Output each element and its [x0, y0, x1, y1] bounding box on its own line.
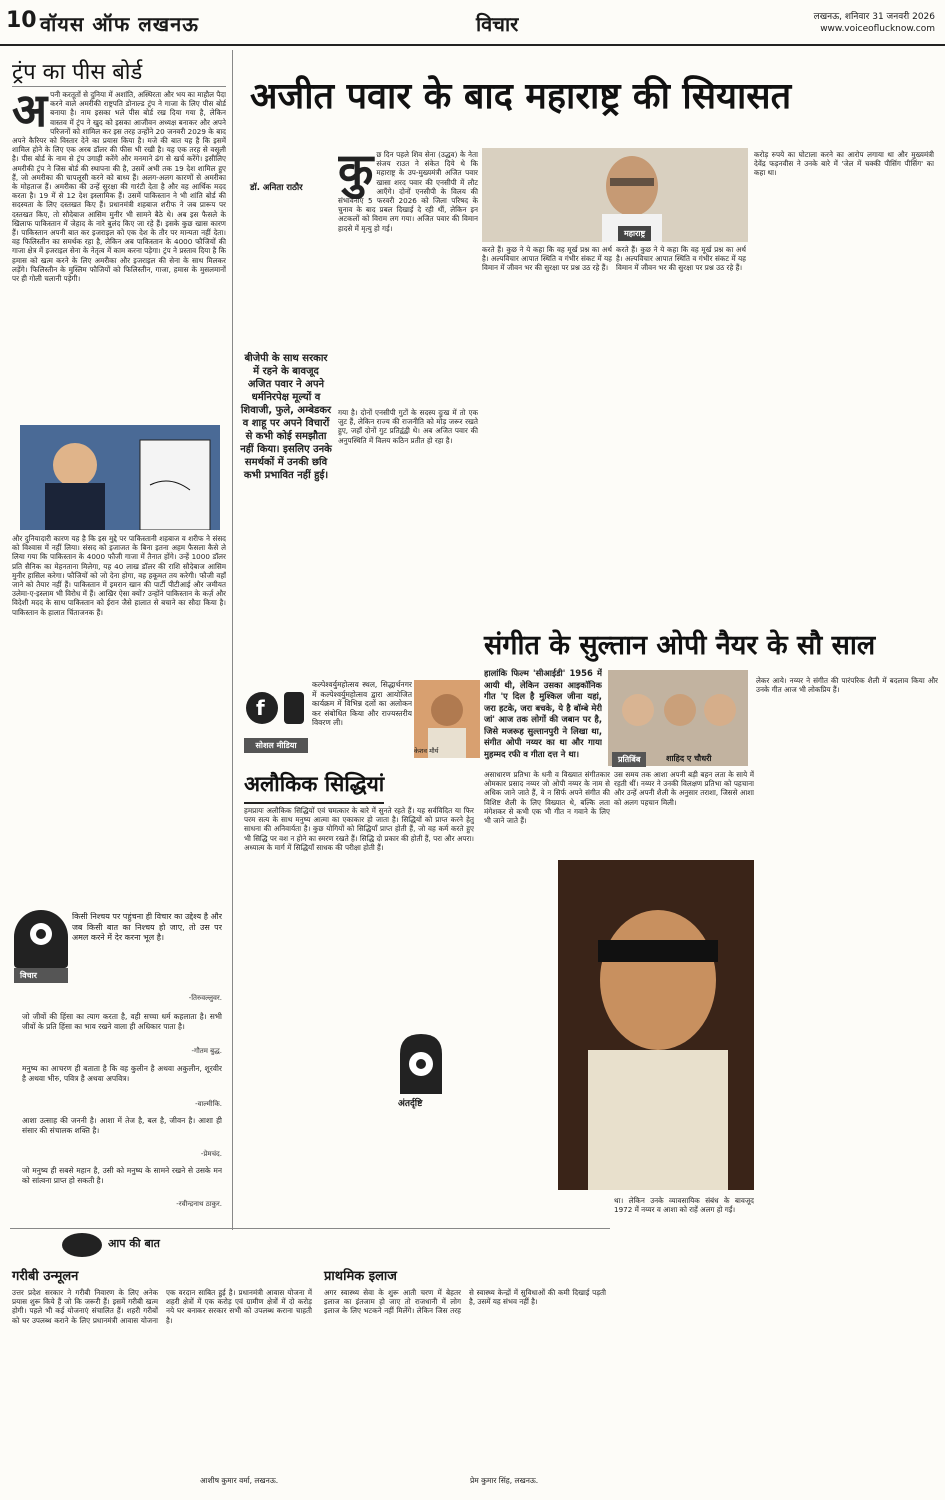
main-article-col1-text: छ दिन पहले शिव सेना (उद्धव) के नेता संजय राउत ने संकेत दिये थे कि महाराष्ट्र के उप-मुख्यमंत्री अजित पवार खासा शरद पवार की एनसीपी में लौट आएँगे। दोनों एनसीपी के विलय की संभावनाएं 5 फरवरी 2026 को जिला परिषद के चुनाव के बाद प्रबल दिखाई दे रही थीं, लेकिन इन अटकलों को विराम लग गया। अजित पवार की विमान हादसे में मृत्यु हो गई।: [338, 150, 478, 233]
alaukik-title: अलौकिक सिद्धियां: [244, 770, 384, 804]
left-article-title: ट्रंप का पीस बोर्ड: [12, 60, 143, 85]
main-dropcap: कु: [338, 150, 374, 197]
music-col2: उस समय तक आशा अपनी बड़ी बहन लता के साये में रहती थीं। नय्यर ने उनकी विलक्षण प्रतिभा को पहचाना और उन्हें अपनी शैली के अनुसार तराशा, जिससे आशा को अलग पहचान मिली।: [614, 770, 754, 807]
quote-3: आशा उत्साह की जननी है। आशा में तेज है, बल है, जीवन है। आशा ही संसार की संचालक शक्ति है।: [22, 1116, 222, 1135]
alaukik-text: हमप्रायः अलौकिक सिद्धियों एवं चमत्कार के बारे में सुनते रहते हैं। यह सर्वविदित या फिर परम सत्य के साथ मनुष्य आत्मा का एकाकार हो जाता है। सिद्धियों को प्राप्त करने हेतु साधना की अनिवार्यता है। कुछ योगियों को सिद्धियाँ प्राप्त होती हैं, जो वह कर्म करते हुए भी सिद्धि पर वश न होने का स्मरण रखते हैं। सिद्धि दो प्रकार की होती हैं, परा और अपरा। अध्यात्म के मार्ग में सिद्धियाँ साधक की परीक्षा होती हैं।: [244, 806, 474, 852]
main-article-col4: करोड़ रुपये का घोटाला करने का आरोप लगाया था और मुख्यमंत्री देवेंद्र फड़नवीस ने उनके बारे में 'जेल में चक्की पीसिंग पीसिंग' का कहा था।: [754, 150, 934, 178]
left-article-text2: और दुनियादारी कारण यह है कि इस मुद्दे पर पाकिस्तानी शहबाज व शरीफ ने संसद को विश्वास में नहीं लिया। संसद को इजाजत के बिना इतना अहम फैसला कैसे ले लिया गया कि पाकिस्तान के 4000 फौजी गाजा में तैनात होंगे। उन्हें 1000 डॉलर प्रति सैनिक का मेहनताना मिलेगा, यह 40 लाख डॉलर की राशि सौदेबाज आसिम मुनीर हासिल करेगा। फौजियों को जो देना होगा, वह हकूमत तय करेगी। फौजी वहाँ जाने को तैयार नहीं हैं। पाकिस्तान में इमरान खान की पार्टी पीटीआई और जमीयत उलेमा-ए-इस्लाम भी विरोध में हैं। आखिर ऐसा क्यों? उन्होंने पाकिस्तान के कर्ज़ और विदेशी मदद के साथ पाकिस्तान को ईरान जैसे हालात से बचाने का सौदा किया है। पाकिस्तान के हालात चिंताजनक हैं।: [12, 534, 226, 617]
left-article-text1: [12, 90, 226, 420]
divider: [12, 86, 226, 87]
section-title: विचार: [476, 12, 519, 36]
date: लखनऊ, शनिवार 31 जनवरी 2026: [813, 12, 935, 22]
letter-1-title: गरीबी उन्मूलन: [12, 1269, 79, 1284]
quote-4: जो मनुष्य ही सबसे महान है, उसी को मनुष्य के सामने रखने से उसके मन को सांत्वना प्राप्त हो सकती है।: [22, 1166, 222, 1185]
letter-1-text: उत्तर प्रदेश सरकार ने गरीबी निवारण के लिए अनेक प्रयास शुरू किये हैं जो कि जरूरी हैं। इसमें गरीबी खत्म होगी। पहले भी कई योजनाएं संचालित हैं। शहरी गरीबों को घर उपलब्ध कराने के लिए प्रधानमंत्री आवास योजना एक वरदान साबित हुई है। प्रधानमंत्री आवास योजना में शहरी क्षेत्रों में एक करोड़ एवं ग्रामीण क्षेत्रों में दो करोड़ नये घर बनाकर सरकार सभी को उपलब्ध कराना चाहती है।: [12, 1288, 312, 1325]
main-article-title: अजीत पवार के बाद महाराष्ट्र की सियासत: [250, 75, 792, 117]
letters-header: आप की बात: [108, 1237, 160, 1250]
dropcap: अ: [12, 90, 48, 137]
music-col4: था। लेकिन उनके व्यावसायिक संबंध के बावजूद 1972 में नय्यर व आशा को राहें अलग हो गईं।: [614, 1196, 754, 1215]
letter-2-title: प्राथमिक इलाज: [324, 1269, 397, 1284]
social-text: कल्पेश्वर्युमहोत्सव स्थल, सिद्धार्थनगर में कल्पेश्वर्युमहोत्सव द्वारा आयोजित कार्यक्रम में विभिन्न दलों का अलोकन कर संबोधित किया और राज्यस्तरीय विवरण ली।: [312, 680, 412, 727]
ajit-pawar-photo: [482, 148, 748, 242]
quotes-label: विचार: [14, 968, 68, 983]
photo-caption-pratibimb: प्रतिबिंब: [612, 752, 646, 767]
left-article-body1: पनी करतूतों से दुनिया में अशांति, अस्थिरता और भय का माहौल पैदा करने वाले अमरीकी राष्ट्रपति डोनाल्ड ट्रंप ने गाजा के लिए पीस बोर्ड बनाया है। नाम इसका भले पीस बोर्ड रख दिया गया है, लेकिन वास्तव में ट्रंप ने खुद को इसका आजीवन अध्यक्ष बनाकर और अपने परिजनों को शामिल कर इस तरह उन्होंने 20 जनवरी 2029 के बाद अपने कैरियर को विस्तार देने का प्रयास किया है। मजे की बात यह है कि इसमें शामिल होने के लिए एक अरब डॉलर की फीस भी रखी है। यह एक तरह से वसूली है। पीस बोर्ड के नाम से ट्रंप उगाही करेंगे और मनमाने ढंग से खर्च करेंगे। इसीलिए अमरीकी ट्रंप ने जिस बोर्ड की स्थापना की है, उसमें अभी तक 19 देश शामिल हुए हैं, जो अमरीका की चापलूसी करने को बाध्य हैं। अलग-अलग कारणों से अमरीका के मोहताज हैं। अमरीका की उन्हें सुरक्षा की गारंटी देता है और वह आर्थिक मदद करता है। 19 में से 12 देश इस्लामिक हैं। उसमें पाकिस्तान ने भी शांति बोर्ड की सदस्यता के लिए दस्तखत किए हैं। प्रधानमंत्री शहबाज शरीफ ने जब प्रारूप पर दस्तखत किए, तो सौदेबाज आसिम मुनीर भी सामने बैठे थे। अब इस फैसले के खिलाफ पाकिस्तान में जेहाद के नारे बुलंद किए जा रहे हैं। इसके कुछ खास कारण हैं। पाकिस्तान अपनी बात कर इजराइल को एक देश के तौर पर मान्यता नहीं देता। वह फिलिस्तीन का समर्थक रहा है, लेकिन अब पाकिस्तान के 4000 फौजियों की गाजा क्षेत्र में इजराइल सेना के नेतृत्व में काम करना पड़ेगा। ट्रंप ने प्रस्ताव दिया है कि हमास को खत्म करने के लिए अमरीका और इजराइल की सेना के साथ मिलकर लड़ेंगे। फिलिस्तीन के मुस्लिम फौजियों को फिलिस्तीन, गाजा, हमास के मुसलमानों पर ही गोली चलानी पड़ेगी।: [12, 90, 226, 284]
chat-icon: [60, 1232, 104, 1258]
head-icon: [14, 910, 68, 968]
letter-2-author: प्रेम कुमार सिंह, लखनऊ.: [470, 1476, 539, 1485]
page-number: 10: [6, 8, 37, 33]
trump-photo: [20, 425, 220, 530]
letter-2-text: अगर स्वास्थ्य सेवा के शुरू आती चरण में बेहतर इलाज का इंतजाम हो जाए तो राजधानी में लोग इलाज के लिए भटकने नहीं मिलेंगे। लेकिन जिस तरह से स्वास्थ्य केन्द्रों में सुविधाओं की कमी दिखाई पड़ती है, उसमें यह संभव नहीं है।: [324, 1288, 606, 1316]
dateline: [814, 11, 935, 35]
divider: [10, 1228, 610, 1229]
music-intro: हालांकि फिल्म 'सीआईडी' 1956 में आयी थी, लेकिन उसका आइकॉनिक गीत 'ए दिल है मुश्किल जीना यहां, जरा हटके, जरा बचके, ये है बॉम्बे मेरी जां' आज तक लोगों की जबान पर है, जिसे मजरूह सुल्तानपुरी ने लिखा था, संगीत ओपी नय्यर का था और गाया मुहम्मद रफी व गीता दत्त ने था।: [484, 668, 602, 759]
music-col1: असाधारण प्रतिभा के धनी व विख्यात संगीतकार ओमकार प्रसाद नय्यर जो ओपी नय्यर के नाम से अधिक जाने जाते हैं, वे न सिर्फ अपने संगीत की विशिष्ट शैली के लिए विख्यात थे, बल्कि लता मंगेशकर से कभी एक भी गीत न गवाने के लिए भी जाने जाते हैं।: [484, 770, 610, 826]
social-attribution: केशव मौर्य: [414, 747, 439, 755]
quote-1-author: -गौतम बुद्ध.: [191, 1047, 222, 1055]
quote-3-author: -प्रेमचंद.: [200, 1150, 222, 1158]
quotes-intro-author: -तिरुवल्लुवर.: [188, 994, 222, 1002]
trump-photo-image: [20, 425, 220, 530]
antardrishti-badge: अंतर्दृष्टि: [398, 1099, 423, 1109]
main-article-col3b: करते हैं। कुछ ने ये कहा कि वह मूर्ख प्रश्न का अर्थ है। अल्पविचार आपात स्थिति व गंभीर संकट में यह विमान में जीवन भर की सुरक्षा पर प्रश्न उठ रहे हैं।: [616, 245, 746, 273]
photo-caption-maharashtra: महाराष्ट्र: [618, 226, 651, 241]
quote-2: मनुष्य का आचरण ही बताता है कि वह कुलीन है अथवा अकुलीन, शूरवीर है अथवा भीरु, पवित्र है अथवा अपवित्र।: [22, 1064, 222, 1083]
masthead: वॉयस ऑफ लखनऊ: [40, 12, 199, 36]
quote-4-author: -रवीन्द्रनाथ ठाकुर.: [176, 1200, 222, 1208]
music-article-title: संगीत के सुल्तान ओपी नैयर के सौ साल: [484, 630, 876, 661]
quote-1: जो जीवों की हिंसा का त्याग करता है, वही सच्चा धर्म कहलाता है। सभी जीवों के प्रति हिंसा का भाव रखने वाला ही अधिकार पाता है।: [22, 1012, 222, 1031]
main-article-author: डॉ. अनिता राठौर: [250, 183, 303, 193]
main-article-col3: करते हैं। कुछ ने ये कहा कि वह मूर्ख प्रश्न का अर्थ है। अल्पविचार आपात स्थिति व गंभीर संकट में यह विमान में जीवन भर की सुरक्षा पर प्रश्न उठ रहे हैं।: [482, 245, 612, 273]
op-nayyar-photo: [558, 860, 754, 1190]
main-article-col2: गया है। दोनों एनसीपी गुटों के सदस्य दुःख में तो एक जुट हैं, लेकिन राज्य की राजनीति को मोड़ जरूर रखते हुए, जहाँ दोनों गुट प्रतिद्वंद्वी थे। अब अजित पवार की अनुपस्थिति में विलय कठिन प्रतीत हो रहा है।: [338, 408, 478, 445]
quote-2-author: -वाल्मीकि.: [195, 1100, 222, 1108]
social-icons: [244, 682, 308, 734]
quotes-intro: किसी निश्चय पर पहुंचना ही विचार का उद्देश्य है और जब किसी बात का निश्चय हो जाए, तो उस पर अमल करने में देर करना भूल है।: [72, 912, 222, 942]
website: www.voiceoflucknow.com: [820, 24, 935, 34]
pull-quote: बीजेपी के साथ सरकार में रहने के बावजूद अजित पवार ने अपने धर्मनिरपेक्ष मूल्यों व शिवाजी, फुले, अम्बेडकर व शाहू पर अपने विचारों से कभी कोई समझौता नहीं किया। इसलिए उनके समर्थकों में उनकी छवि कभी प्रभावित नहीं हुई।: [240, 353, 332, 481]
photo-caption-author: शाहिद ए चौधरी: [666, 754, 712, 763]
music-col3: लेकर आये। नय्यर ने संगीत की पारंपरिक शैली में बदलाव किया और उनके गीत आज भी लोकप्रिय हैं।: [756, 676, 938, 695]
ajit-pawar-image: [482, 148, 748, 242]
svg-text:f: f: [256, 696, 265, 720]
letter-1-author: आशीष कुमार वर्मा, लखनऊ.: [200, 1476, 279, 1485]
main-article-col1: [338, 150, 478, 405]
social-label: सोशल मीडिया: [244, 738, 308, 753]
column-divider: [232, 50, 233, 1230]
